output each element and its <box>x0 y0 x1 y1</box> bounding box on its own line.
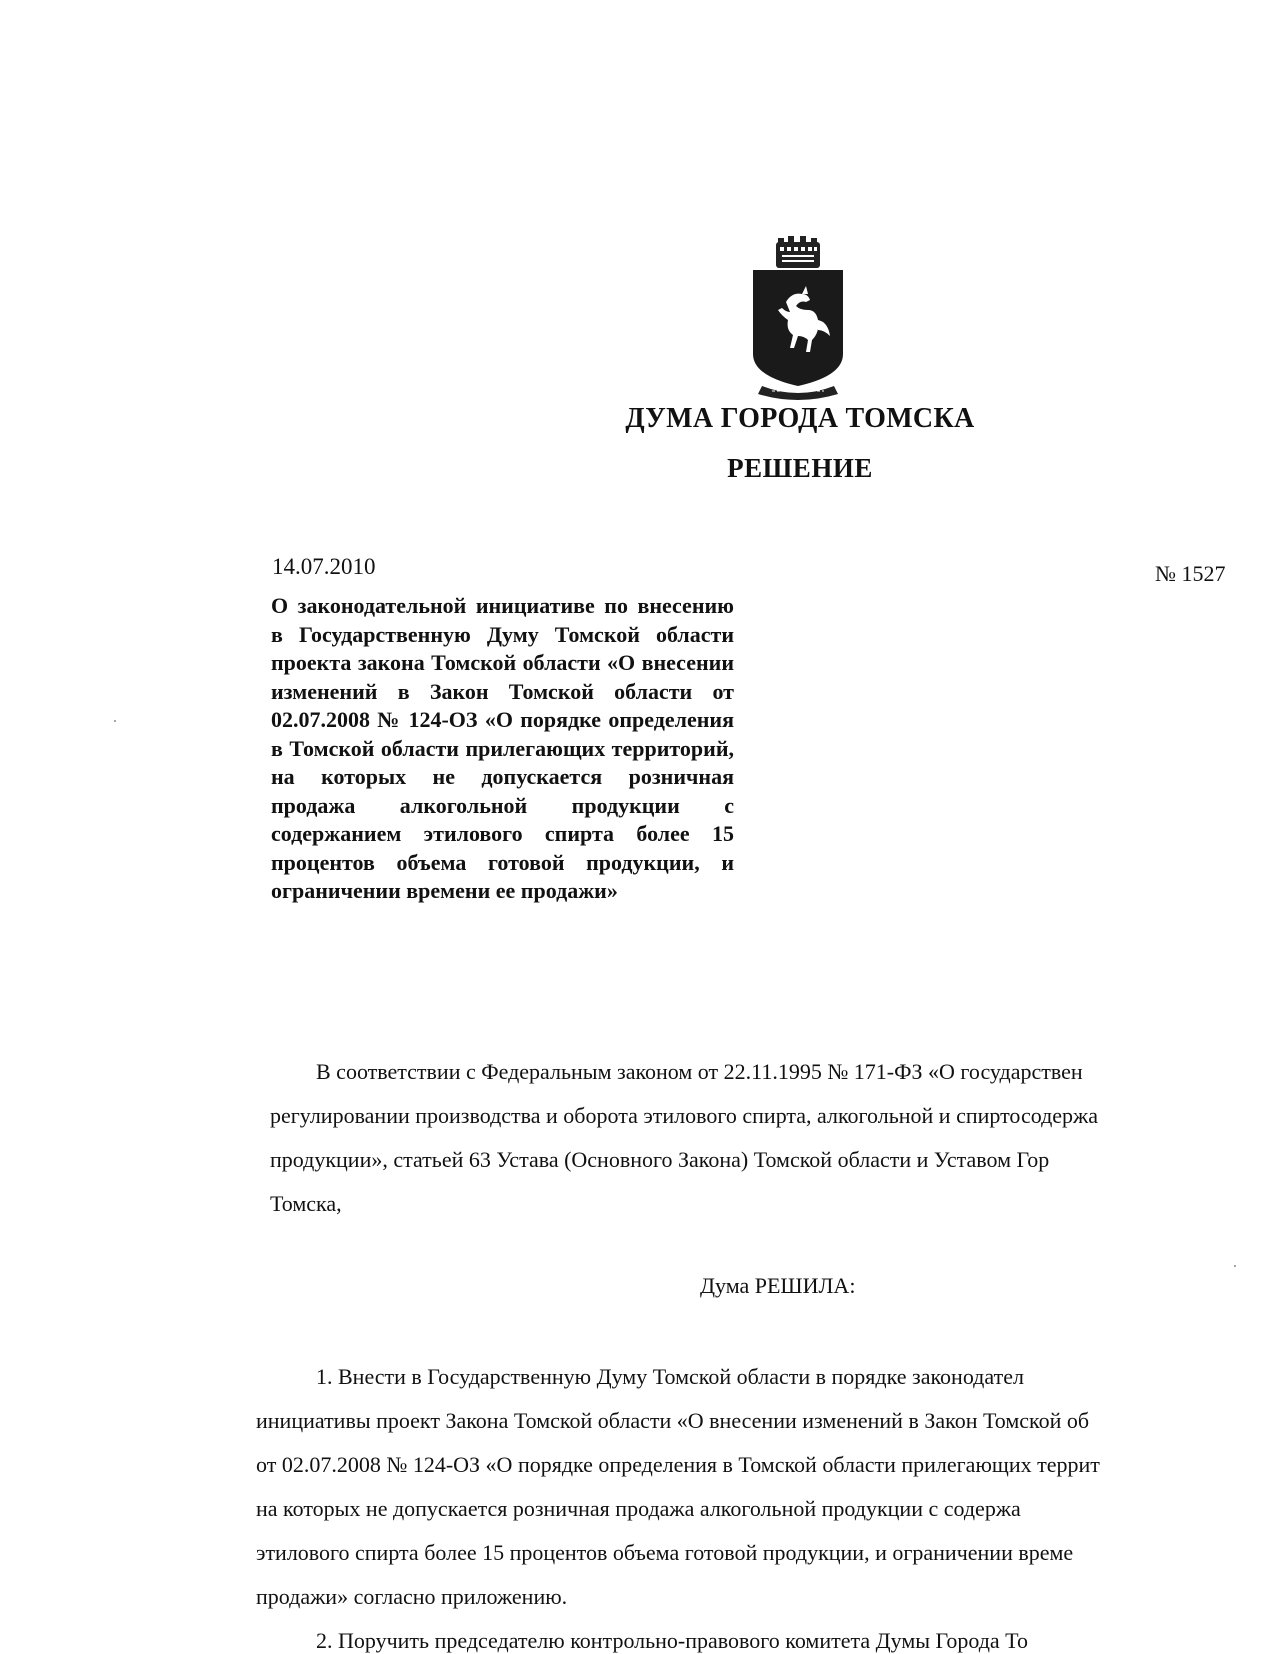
organization-title: ДУМА ГОРОДА ТОМСКА <box>625 403 975 434</box>
decision-subject: О законодательной инициативе по внесению в Государственную Думу Томской области проекта закона Томской области «О внесении изменений в Закон Томской области от 02.07.2008 № 124-ОЗ «О порядке определения в Томской области прилегающих территорий, на которых не допускается розничная продажа алкогольной продукции с содержанием этилового спирта более 15 процентов объема готовой продукции, и ограничении времени ее продажи» <box>271 593 734 903</box>
preamble-line: В соответствии с Федеральным законом от 22.11.1995 № 171-ФЗ «О государствен <box>316 1059 1083 1084</box>
item-line: от 02.07.2008 № 124-ОЗ «О порядке определения в Томской области прилегающих террит <box>256 1452 1100 1477</box>
scan-speck <box>1234 1265 1236 1267</box>
item-line: продажи» согласно приложению. <box>256 1584 568 1609</box>
document-type-title: РЕШЕНИЕ <box>727 453 873 483</box>
document-date: 14.07.2010 <box>272 554 376 579</box>
preamble-line: регулировании производства и оборота этилового спирта, алкогольной и спиртосодержа <box>270 1103 1099 1128</box>
item-line: 1. Внести в Государственную Думу Томской области в порядке законодател <box>316 1364 1024 1389</box>
document-number: № 1527 <box>1155 561 1226 586</box>
decided-heading: Дума РЕШИЛА: <box>700 1273 856 1298</box>
item-line: на которых не допускается розничная продажа алкогольной продукции с содержа <box>256 1496 1021 1521</box>
item-line: 2. Поручить председателю контрольно-правового комитета Думы Города То <box>316 1628 1028 1653</box>
item-line: инициативы проект Закона Томской области «О внесении изменений в Закон Томской об <box>256 1408 1090 1433</box>
preamble-line: Томска, <box>270 1191 342 1216</box>
preamble-line: продукции», статьей 63 Устава (Основного Закона) Томской области и Уставом Гор <box>270 1147 1050 1172</box>
tomsk-coat-of-arms-icon <box>748 236 848 400</box>
scan-speck <box>114 720 116 722</box>
item-line: этилового спирта более 15 процентов объема готовой продукции, и ограничении време <box>256 1540 1074 1565</box>
